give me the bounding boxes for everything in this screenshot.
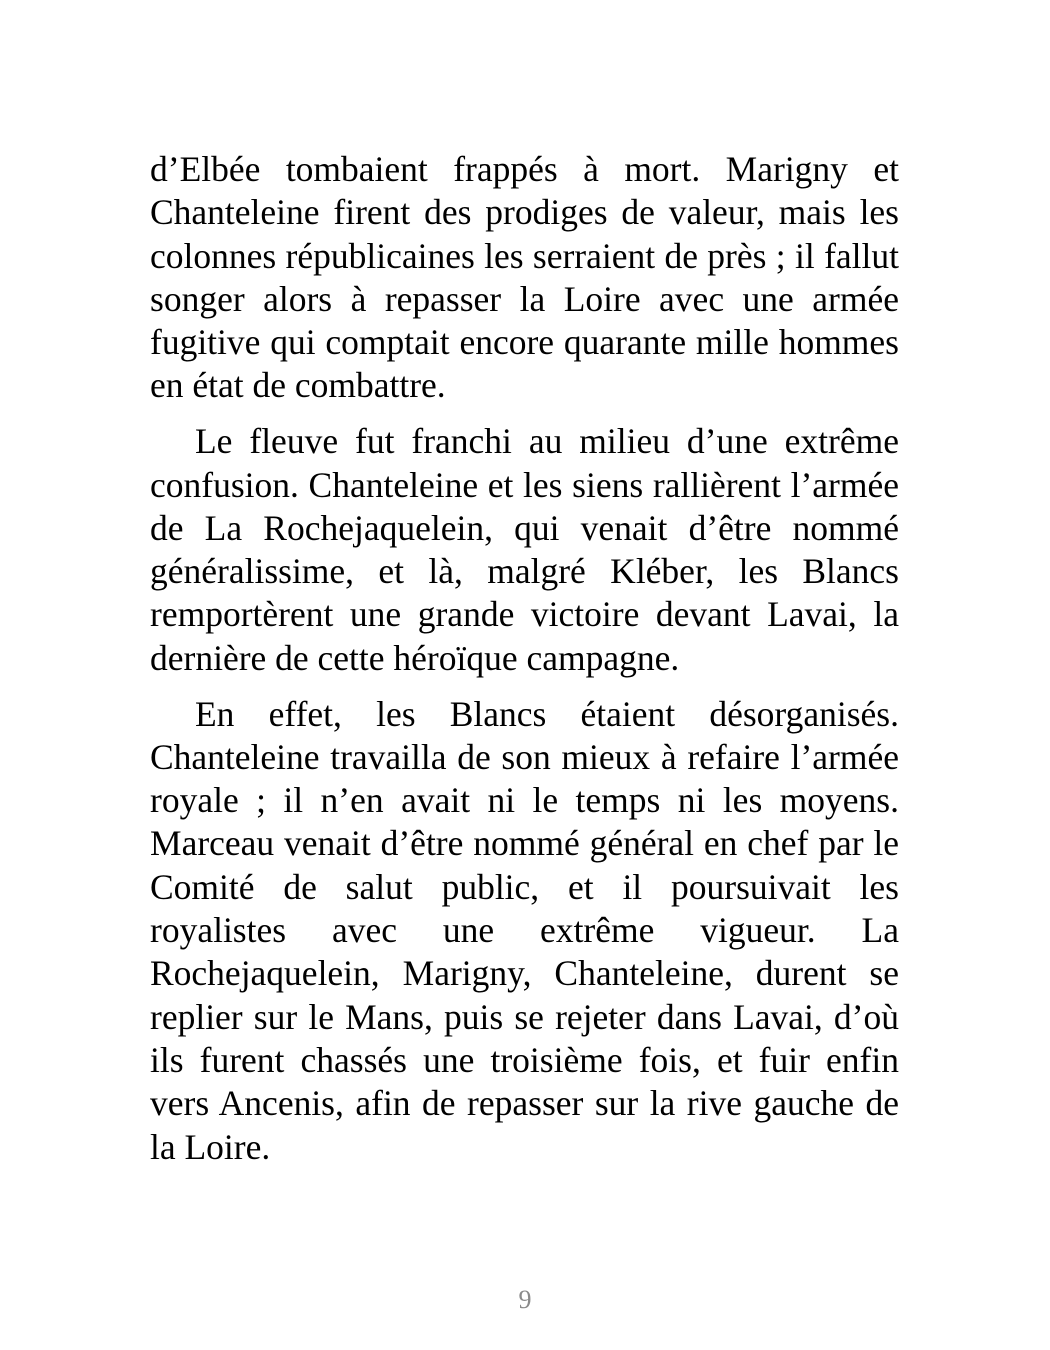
page-number: 9 [518,1285,532,1314]
paragraph-2: Le fleuve fut franchi au milieu d’une extrême confusion. Chanteleine et les siens rallièrent l’armée de La Rochejaquelein, qui venait d’être nommé généralissime, et là, malgré Kléber, les Blancs remportèrent une grande victoire devant Lavai, la dernière de cette héroïque campagne. [150,421,899,678]
body-text [150,148,899,1169]
paragraph-1: d’Elbée tombaient frappés à mort. Marigny et Chanteleine firent des prodiges de valeur, mais les colonnes républicaines les serraient de près ; il fallut songer alors à repasser la Loire avec une armée fugitive qui comptait encore quarante mille hommes en état de combattre. [150,149,899,406]
paragraph-3: En effet, les Blancs étaient désorganisés. Chanteleine travailla de son mieux à refaire l’armée royale ; il n’en avait ni le temps ni les moyens. Marceau venait d’être nommé général en chef par le Comité de salut public, et il poursuivait les royalistes avec une extrême vigueur. La Rochejaquelein, Marigny, Chanteleine, durent se replier sur le Mans, puis se rejeter dans Lavai, d’où ils furent chassés une troisième fois, et fuir enfin vers Ancenis, afin de repasser sur la rive gauche de la Loire. [150,693,899,1167]
